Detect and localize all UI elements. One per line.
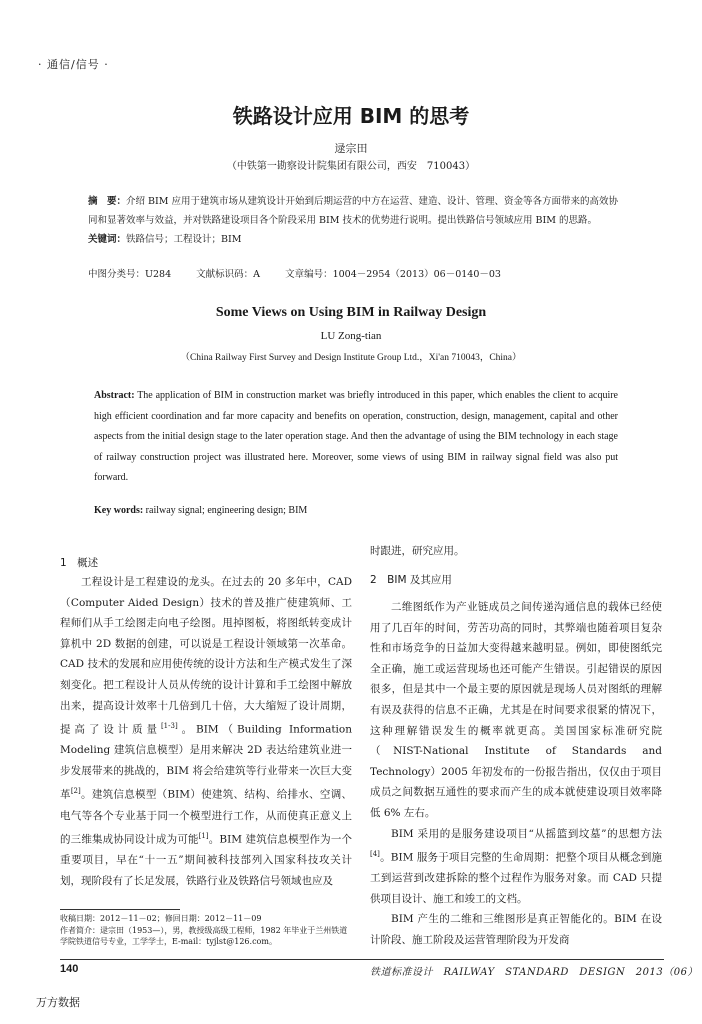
footer-divider [60,959,664,960]
keywords-en-label: Key words: [94,505,144,516]
keywords-en [94,505,307,516]
abstract-en-text: The application of BIM in construction market was briefly introduced in this paper, which enables the client to acquire high efficient coordination and far more capacity and benefits on operation, construction, design, management, capital and other aspects from the initial design stage to the later operation stage. And then the advantage of using the BIM technology in each stage of railway construction project was illustrated here. Moreover, some views of using BIM in railway signal field was also put forward. [94,390,618,483]
received-dates: 收稿日期：2012－11－02；修回日期：2012－11－09 [60,914,262,923]
abstract-en [94,386,618,489]
footnote [60,913,352,948]
abstract-cn [88,192,626,249]
keywords-cn-label: 关键词： [88,234,127,245]
citation: [1] [198,832,209,841]
abstract-cn-label: 摘 要： [88,196,127,207]
section-2-heading: 2 BIM 及其应用 [370,574,452,586]
section-tag: · 通信/信号 · [38,58,109,71]
right-column [370,597,662,951]
keywords-en-text: railway signal; engineering design; BIM [143,505,308,516]
section-1-heading: 1 概述 [60,557,99,569]
section-2-paragraph-3: BIM 产生的二维和三维图形是真正智能化的。BIM 在设计阶段、施工阶段及运营管理阶段为开发商 [370,913,662,946]
article-number: 文章编号：1004－2954（2013）06－0140－03 [285,269,501,280]
author-bio: 作者简介：逯宗田（1953—），男，教授级高级工程师，1982 年毕业于兰州铁道学院铁道信号专业，工学学士，E-mail：tyjlst@126.com。 [60,925,348,946]
clc-number: 中图分类号：U284 [88,269,172,280]
section-1-paragraph: 工程设计是工程建设的龙头。在过去的 20 多年中，CAD（Computer Aided Design）技术的普及推广使建筑师、工程师们从手工绘图走向电子绘图。甩掉图板，将图纸转变成计算机中 2D 数据的创建，可以说是工程设计领域第一次革命。CAD 技术的发展和应用使传统的设计方法和生产模式发生了深刻变化。把工程设计人员从传统的设计计算和手工绘图中解放出来，提高设计效率十几倍到几十倍，大大缩短了设计周期，提高了设计质量[1-3]。BIM（Building Information Modeling 建筑信息模型）是用来解决 2D 表达给建筑业进一步发展带来的挑战的，BIM 将会给建筑等行业带来一次巨大变革[2]。建筑信息模型（BIM）使建筑、结构、给排水、空调、电气等各个专业基于同一个模型进行工作，从而使真正意义上的三维集成协同设计成为可能[1]。BIM 建筑信息模型作为一个重要项目，早在“十一五”期间被科技部列入国家科技攻关计划，现阶段有了长足发展，铁路行业及铁路信号领域也应及 [60,576,353,887]
citation: [1-3] [160,722,178,731]
affiliation-cn: （中铁第一勘察设计院集团有限公司，西安 710043） [226,161,476,172]
classification-line [88,266,523,280]
doc-code: 文献标识码：A [196,269,261,280]
section-2-paragraph-1: 二维图纸作为产业链成员之间传递沟通信息的载体已经使用了几百年的时间，劳苦功高的同时，其弊端也随着项目复杂性和市场竞争的日益加大变得越来越明显。例如，即使图纸完全正确，施工或运营现场也还可能产生错误。引起错误的原因很多，但是其中一个最主要的原因就是现场人员对图纸的理解有误及获得的信息不正确，尤其是在时间要求很紧的情况下，这种理解错误发生的概率就更高。美国国家标准研究院（NIST-National Institute of Standards and Technology）2005 年初发布的一份报告指出，仅仅由于项目成员之间数据互通性的要求而产生的成本就使建设项目效率降低 6% 左右。 [370,601,662,819]
article-title-cn: 铁路设计应用 BIM 的思考 [232,104,470,128]
author-en: LU Zong-tian [320,330,382,342]
wanfang-watermark: 万方数据 [36,996,80,1009]
footnote-divider [60,909,180,910]
page-number: 140 [60,963,79,975]
citation: [4] [370,850,380,859]
author-cn: 逯宗田 [334,142,368,155]
journal-name: 铁道标准设计 RAILWAY STANDARD DESIGN 2013（06） [370,967,698,978]
right-column-continuation: 时跟进，研究应用。 [370,545,465,557]
abstract-cn-text: 介绍 BIM 应用于建筑市场从建筑设计开始到后期运营的中方在运营、建造、设计、管理、资金等各方面带来的高效协同和显著效率与效益，并对铁路建设项目各个阶段采用 BIM 技术的优势进行说明。提出铁路信号领域应用 BIM 的思路。 [88,196,619,226]
abstract-en-label: Abstract: [94,390,135,401]
article-title-en: Some Views on Using BIM in Railway Design [215,305,487,320]
affiliation-en: （China Railway First Survey and Design Institute Group Ltd.，Xi'an 710043，China） [180,353,522,363]
left-column [60,572,352,891]
citation: [2] [70,787,81,796]
section-2-paragraph-2: BIM 采用的是服务建设项目“从摇篮到坟墓”的思想方法[4]。BIM 服务于项目完整的生命周期：把整个项目从概念到施工到运营到改建拆除的整个过程作为服务对象。而 CAD 只提供项目设计、施工和竣工的文档。 [370,827,662,905]
keywords-cn-text: 铁路信号；工程设计；BIM [126,234,242,245]
